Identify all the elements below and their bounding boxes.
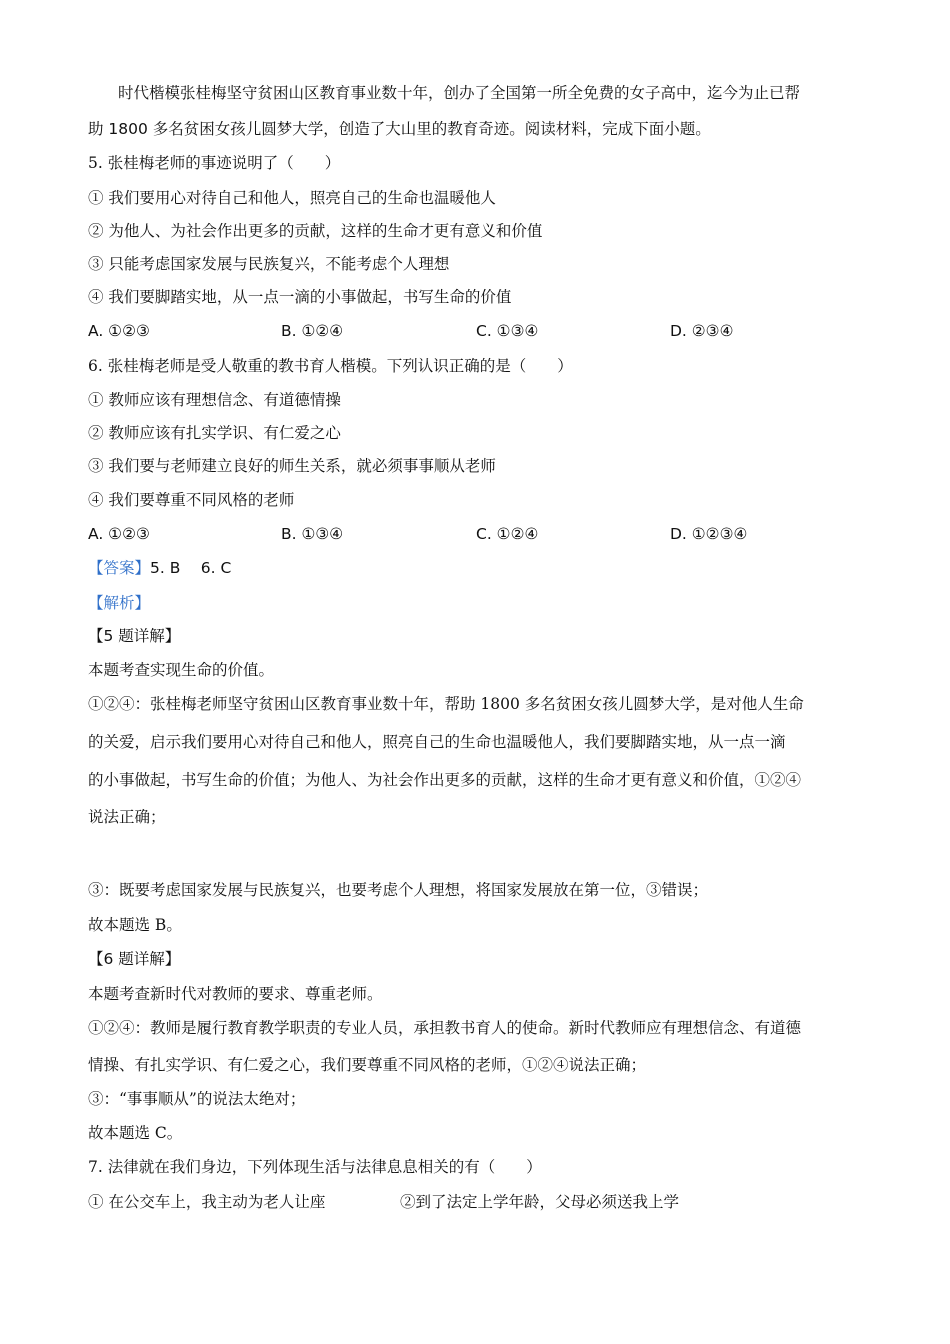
q6-item-4: ④ 我们要尊重不同风格的老师	[88, 491, 295, 509]
detail-5-para-line-3: 的小事做起，书写生命的价值；为他人、为社会作出更多的贡献，这样的生命才更有意义和价值，①②④	[88, 771, 802, 789]
detail-6-para-line-2: 情操、有扎实学识、有仁爱之心，我们要尊重不同风格的老师，①②④说法正确；	[88, 1056, 647, 1074]
detail-5-para-line-2: 的关爱，启示我们要用心对待自己和他人，照亮自己的生命也温暖他人，我们要脚踏实地，从一点一滴	[88, 733, 786, 751]
detail-6-conclusion: 故本题选 C。	[88, 1124, 183, 1142]
detail-6-para-2: ③：“事事顺从”的说法太绝对；	[88, 1090, 306, 1108]
q5-option-b: B. ①②④	[281, 322, 344, 340]
detail-6-topic: 本题考查新时代对教师的要求、尊重老师。	[88, 985, 383, 1003]
analysis-tag: 【解析】	[88, 594, 151, 612]
q6-option-b: B. ①③④	[281, 525, 344, 543]
detail-5-title: 【5 题详解】	[88, 627, 181, 645]
detail-5-para-line-1: ①②④：张桂梅老师坚守贫困山区教育事业数十年，帮助 1800 多名贫困女孩儿圆梦大学，是对他人生命	[88, 695, 804, 713]
detail-5-para-2: ③：既要考虑国家发展与民族复兴，也要考虑个人理想，将国家发展放在第一位，③错误；	[88, 881, 709, 899]
detail-5-para-line-4: 说法正确；	[88, 808, 166, 826]
q7-stem: 7. 法律就在我们身边，下列体现生活与法律息息相关的有（ ）	[88, 1158, 542, 1176]
q5-option-a: A. ①②③	[88, 322, 150, 340]
answer-text: 5. B 6. C	[150, 559, 232, 577]
q6-option-c: C. ①②④	[476, 525, 539, 543]
q5-option-c: C. ①③④	[476, 322, 539, 340]
detail-5-topic: 本题考查实现生命的价值。	[88, 661, 275, 679]
answer-line	[88, 557, 231, 579]
q6-item-2: ② 教师应该有扎实学识、有仁爱之心	[88, 424, 341, 442]
q6-item-1: ① 教师应该有理想信念、有道德情操	[88, 391, 341, 409]
q6-stem: 6. 张桂梅老师是受人敬重的教书育人楷模。下列认识正确的是（ ）	[88, 357, 573, 375]
detail-6-para-line-1: ①②④：教师是履行教育教学职责的专业人员，承担教书育人的使命。新时代教师应有理想信念、有道德	[88, 1019, 802, 1037]
q6-item-3: ③ 我们要与老师建立良好的师生关系，就必须事事顺从老师	[88, 457, 496, 475]
q5-stem: 5. 张桂梅老师的事迹说明了（ ）	[88, 154, 341, 172]
intro-line-1: 时代楷模张桂梅坚守贫困山区教育事业数十年，创办了全国第一所全免费的女子高中，迄今为止已帮	[118, 84, 801, 102]
q6-option-a: A. ①②③	[88, 525, 150, 543]
q5-option-d: D. ②③④	[670, 322, 734, 340]
detail-6-title: 【6 题详解】	[88, 950, 181, 968]
q5-item-2: ② 为他人、为社会作出更多的贡献，这样的生命才更有意义和价值	[88, 222, 543, 240]
q7-item-1: ① 在公交车上，我主动为老人让座	[88, 1193, 326, 1211]
q5-item-3: ③ 只能考虑国家发展与民族复兴，不能考虑个人理想	[88, 255, 450, 273]
q5-item-1: ① 我们要用心对待自己和他人，照亮自己的生命也温暖他人	[88, 189, 496, 207]
q6-option-d: D. ①②③④	[670, 525, 748, 543]
intro-line-2: 助 1800 多名贫困女孩儿圆梦大学，创造了大山里的教育奇迹。阅读材料，完成下面小题。	[88, 120, 711, 138]
detail-5-conclusion: 故本题选 B。	[88, 916, 182, 934]
answer-tag: 【答案】	[88, 559, 151, 577]
q7-item-2: ②到了法定上学年龄，父母必须送我上学	[400, 1193, 680, 1211]
q5-item-4: ④ 我们要脚踏实地，从一点一滴的小事做起，书写生命的价值	[88, 288, 512, 306]
